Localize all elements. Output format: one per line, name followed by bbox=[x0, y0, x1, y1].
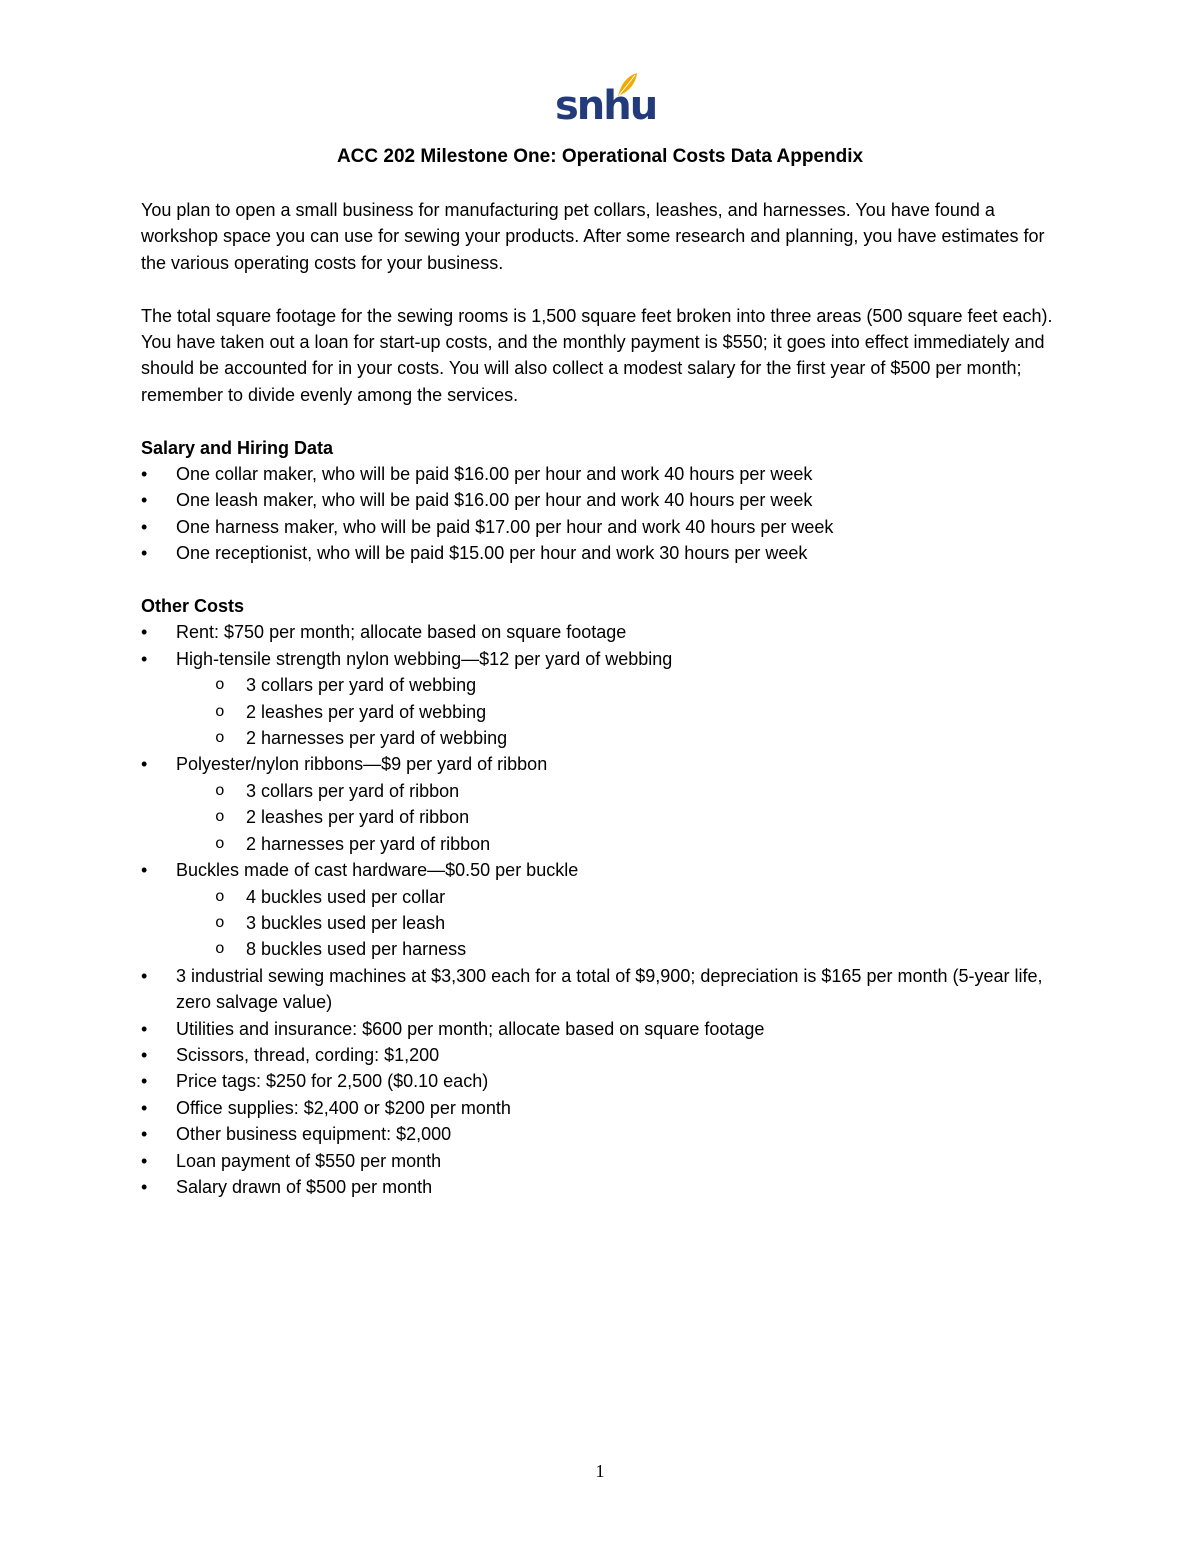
list-item bbox=[141, 963, 1066, 1016]
list-item-text: Polyester/nylon ribbons—$9 per yard of ribbon bbox=[176, 754, 548, 775]
list-item-text: Utilities and insurance: $600 per month; allocate based on square footage bbox=[176, 1018, 765, 1039]
list-item bbox=[141, 1068, 1066, 1094]
sub-list-item: o 4 buckles used per collar bbox=[176, 884, 1066, 910]
list-item bbox=[141, 1016, 1066, 1042]
list-item: • One harness maker, who will be paid $17.00 per hour and work 40 hours per week bbox=[141, 514, 1066, 540]
list-item-text: Loan payment of $550 per month bbox=[176, 1150, 442, 1171]
sub-list-item: o 2 leashes per yard of webbing bbox=[176, 699, 1066, 725]
sub-list-item: o 3 buckles used per leash bbox=[176, 910, 1066, 936]
sub-list bbox=[176, 884, 1066, 963]
intro-paragraph: You plan to open a small business for manufacturing pet collars, leashes, and harnesses. You have found a workshop space you can use for sewing your products. After some research and planning, you have estimates for the various operating costs for your business. bbox=[141, 200, 1045, 273]
snhu-logo bbox=[555, 72, 657, 134]
list-item-text: 3 industrial sewing machines at $3,300 each for a total of $9,900; depreciation is $165 per month (5-year life, zero salvage value) bbox=[176, 965, 1043, 1013]
sub-list bbox=[176, 672, 1066, 751]
list-item bbox=[141, 646, 1066, 752]
salary-heading: Salary and Hiring Data bbox=[141, 437, 334, 458]
list-item bbox=[141, 857, 1066, 963]
other-costs-heading: Other Costs bbox=[141, 596, 245, 617]
page-number: 1 bbox=[595, 1461, 605, 1481]
sub-list-item: o 2 harnesses per yard of webbing bbox=[176, 725, 1066, 751]
list-item-text: Other business equipment: $2,000 bbox=[176, 1124, 452, 1145]
document-body bbox=[141, 197, 1066, 1227]
sub-list bbox=[176, 778, 1066, 857]
logo-wordmark: snhu bbox=[555, 83, 657, 129]
list-item bbox=[141, 1042, 1066, 1068]
list-item-text: Scissors, thread, cording: $1,200 bbox=[176, 1044, 440, 1065]
sub-list-item: o 3 collars per yard of ribbon bbox=[176, 778, 1066, 804]
list-item: • One leash maker, who will be paid $16.00 per hour and work 40 hours per week bbox=[141, 487, 1066, 513]
list-item bbox=[141, 619, 1066, 645]
sub-list-item: o 2 harnesses per yard of ribbon bbox=[176, 831, 1066, 857]
list-item bbox=[141, 1148, 1066, 1174]
list-item-text: Office supplies: $2,400 or $200 per month bbox=[176, 1097, 511, 1118]
sub-list-item: o 8 buckles used per harness bbox=[176, 936, 1066, 962]
list-item-text: Rent: $750 per month; allocate based on square footage bbox=[176, 622, 627, 643]
other-costs-list bbox=[141, 619, 1066, 1200]
details-paragraph: The total square footage for the sewing rooms is 1,500 square feet broken into three areas (500 square feet each). You have taken out a loan for start-up costs, and the monthly payment is $550; it goes into effect immediately and should be accounted for in your costs. You will also collect a modest salary for the first year of $500 per month; remember to divide evenly among the services. bbox=[141, 305, 1053, 405]
salary-list bbox=[141, 461, 1066, 567]
sub-list-item: o 3 collars per yard of webbing bbox=[176, 672, 1066, 698]
list-item: • One collar maker, who will be paid $16.00 per hour and work 40 hours per week bbox=[141, 461, 1066, 487]
list-item bbox=[141, 751, 1066, 857]
list-item bbox=[141, 1174, 1066, 1200]
list-item-text: Salary drawn of $500 per month bbox=[176, 1176, 433, 1197]
document-title: ACC 202 Milestone One: Operational Costs Data Appendix bbox=[336, 146, 864, 167]
list-item: • One receptionist, who will be paid $15.00 per hour and work 30 hours per week bbox=[141, 540, 1066, 566]
list-item-text: Price tags: $250 for 2,500 ($0.10 each) bbox=[176, 1071, 489, 1092]
sub-list-item: o 2 leashes per yard of ribbon bbox=[176, 804, 1066, 830]
list-item-text: High-tensile strength nylon webbing—$12 per yard of webbing bbox=[176, 648, 673, 669]
list-item bbox=[141, 1121, 1066, 1147]
list-item-text: Buckles made of cast hardware—$0.50 per buckle bbox=[176, 860, 579, 881]
list-item bbox=[141, 1095, 1066, 1121]
